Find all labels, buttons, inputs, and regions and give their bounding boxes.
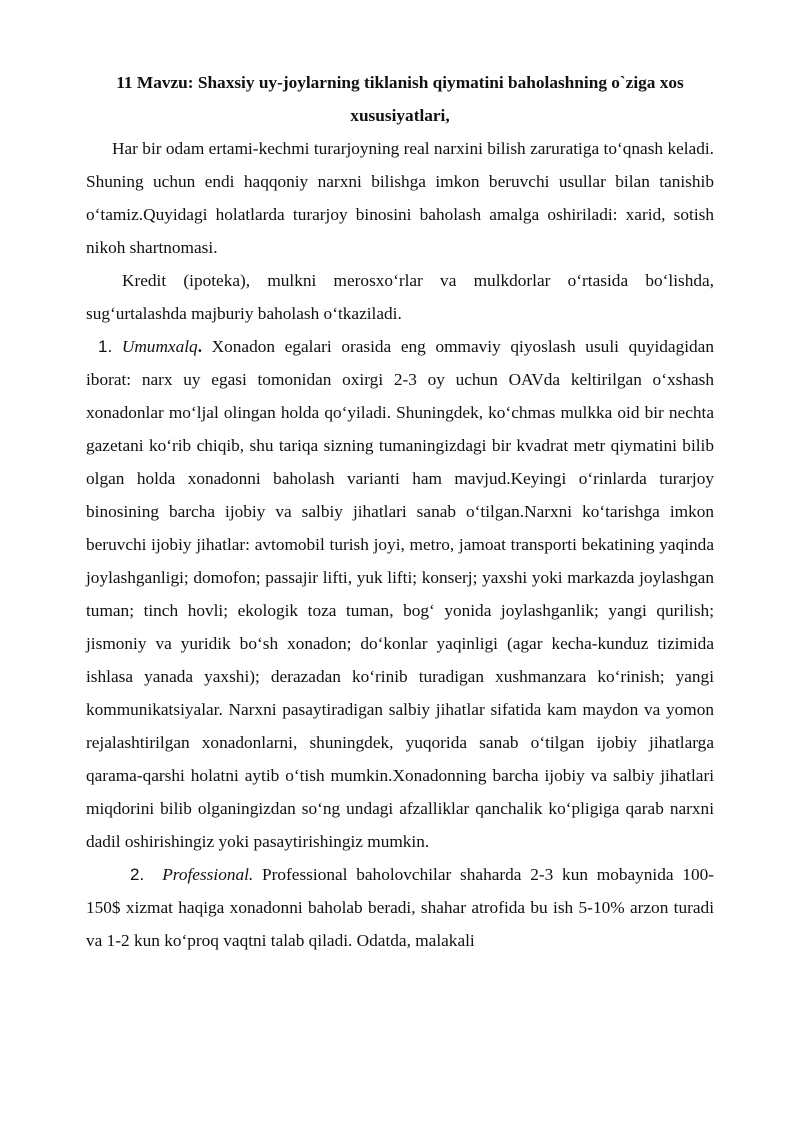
list-item-umumxalq — [86, 330, 714, 858]
list-item-number: 2. — [130, 865, 145, 884]
paragraph-intro: Har bir odam ertami-kechmi turarjoyning real narxini bilish zaruratiga to‘qnash keladi. Shuning uchun endi haqqoniy narxni bilishga imkon beruvchi usullar bilan tanishib o‘tamiz.Quyidagi holatlarda turarjoy binosini baholash amalga oshiriladi: xarid, sotish nikoh shartnomasi. — [86, 139, 714, 257]
list-item-number: 1. — [98, 337, 113, 356]
paragraph-mandatory-valuation: Kredit (ipoteka), mulkni merosxo‘rlar va mulkdorlar o‘rtasida bo‘lishda, sug‘urtalashda majburiy baholash o‘tkaziladi. — [86, 271, 714, 323]
list-item-text: Xonadon egalari orasida eng ommaviy qiyoslash usuli quyidagidan iborat: narx uy egasi tomonidan oxirgi 2-3 oy uchun OAVda keltirilgan o‘xshash xonadonlar mo‘ljal olingan holda qo‘yiladi. Shuningdek, ko‘chmas mulkka oid bir nechta gazetani ko‘rib chiqib, shu tariqa sizning tumaningizdagi bir kvadrat metr qiymatini bilib olgan holda xonadonni baholash varianti ham mavjud.Keyingi o‘rinlarda turarjoy binosining barcha ijobiy va salbiy jihatlari sanab o‘tilgan.Narxni ko‘tarishga imkon beruvchi ijobiy jihatlar: avtomobil turish joyi, metro, jamoat transporti bekatining yaqinda joylashganligi; domofon; passajir lifti, yuk lifti; konserj; yaxshi yoki markazda joylashgan tuman; tinch hovli; ekologik toza tuman, bog‘ yonida joylashganlik; yangi qurilish; jismoniy va yuridik bo‘sh xonadon; do‘konlar yaqinligi (agar kecha-kunduz tizimida ishlasa yanada yaxshi); derazadan ko‘rinib turadigan xushmanzara ko‘rinish; yangi kommunikatsiyalar. Narxni pasaytiradigan salbiy jihatlar sifatida kam maydon va yomon rejalashtirilgan xonadonlarni, shuningdek, yuqorida sanab o‘tilgan ijobiy jihatlarga qarama-qarshi holatni aytib o‘tish mumkin.Xonadonning barcha ijobiy va salbiy jihatlari miqdorini bilib olganingizdan so‘ng undagi afzalliklar qanchalik ko‘pligiga qarab narxni dadil oshirishingiz yoki pasaytirishingiz mumkin. — [86, 337, 714, 851]
list-item-text: Professional baholovchilar shaharda 2-3 kun mobaynida 100-150$ xizmat haqiga xonadonni baholab beradi, shahar atrofida bu ish 5-10% arzon turadi va 1-2 kun ko‘proq vaqtni talab qiladi. Odatda, malakali — [86, 865, 714, 950]
list-item-professional — [86, 858, 714, 957]
list-item-term-suffix: . — [197, 337, 203, 356]
document-title: 11 Mavzu: Shaxsiy uy-joylarning tiklanish qiymatini baholashning o`ziga xos xususiyatlari, — [116, 73, 684, 125]
list-item-term: Umumxalq — [121, 337, 198, 356]
document-page — [86, 66, 714, 957]
list-item-term: Professional. — [162, 865, 254, 884]
